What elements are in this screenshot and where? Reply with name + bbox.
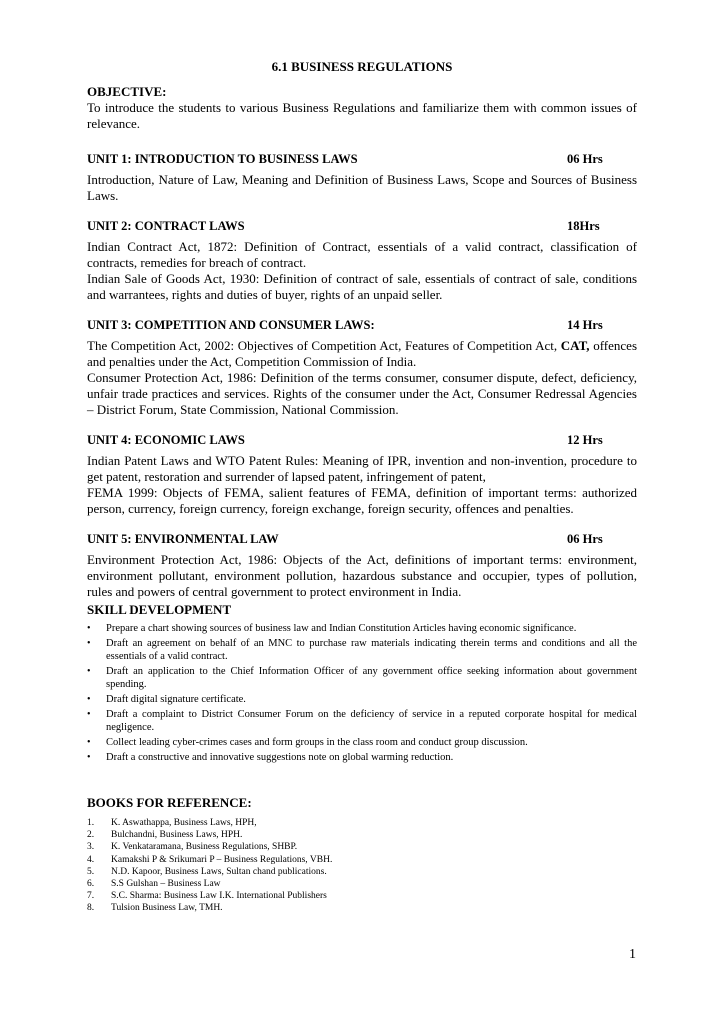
list-item [87,829,637,841]
book-title: N.D. Kapoor, Business Laws, Sultan chand publications. [111,866,327,877]
unit-1 [87,151,637,204]
list-item: • Draft digital signature certificate. [87,694,246,705]
unit-heading: UNIT 4: ECONOMIC LAWS [87,433,245,447]
skill-list [87,622,637,764]
objective-heading: OBJECTIVE: [87,84,167,99]
unit-heading: UNIT 2: CONTRACT LAWS [87,219,245,233]
list-item [87,890,637,902]
skill-development-section [87,602,637,766]
unit-paragraph: Consumer Protection Act, 1986: Definition of the terms consumer, consumer dispute, defect, deficiency, unfair trade practices and services. Rights of the consumer under the Act, Consumer Redressal Agencies – District Forum, State Commission, National Commission. [87,370,637,417]
bullet-icon: • [87,709,91,720]
unit-4 [87,432,637,517]
bullet-icon: • [87,737,91,748]
unit-paragraph: FEMA 1999: Objects of FEMA, salient features of FEMA, definition of important terms: authorized person, currency, foreign currency, foreign exchange, foreign security, offences and penalties. [87,485,637,516]
bold-term: CAT, [560,338,590,353]
bullet-icon: • [87,623,91,634]
bullet-icon: • [87,666,91,677]
list-item: • Draft a constructive and innovative suggestions note on global warming reduction. [87,752,454,763]
units-section [87,151,637,614]
unit-hours: 12 Hrs [567,433,603,447]
list-number: 2. [87,830,95,841]
unit-hours: 18Hrs [567,219,600,233]
page-number: 1 [629,947,636,962]
list-number: 8. [87,903,95,914]
objective-text: To introduce the students to various Business Regulations and familiarize them with common issues of relevance. [87,100,637,131]
list-number: 3. [87,842,95,853]
book-title: S.S Gulshan – Business Law [111,879,221,890]
book-title: Tulsion Business Law, TMH. [111,903,223,914]
list-item: • Draft a complaint to District Consumer Forum on the deficiency of service in a reputed corporate hospital for medical negligence. [87,709,637,733]
bullet-icon: • [87,638,91,649]
unit-paragraph: Environment Protection Act, 1986: Objects of the Act, definitions of important terms: environment, environment pollutant, environment pollution, hazardous substance and occupier, types of pollution, rules and powers of central government to protect environment in India. [87,552,637,599]
skill-development-heading: SKILL DEVELOPMENT [87,602,232,617]
list-number: 7. [87,891,95,902]
list-item [87,866,637,878]
list-item: • Draft an agreement on behalf of an MNC to purchase raw materials indicating therein terms and conditions and all the essentials of a valid contract. [87,638,637,662]
book-title: Kamakshi P & Srikumari P – Business Regulations, VBH. [111,854,333,865]
unit-hours: 14 Hrs [567,318,603,332]
book-title: S.C. Sharma: Business Law I.K. International Publishers [111,891,327,902]
document-title: 6.1 BUSINESS REGULATIONS [271,59,453,74]
unit-paragraph: Introduction, Nature of Law, Meaning and Definition of Business Laws, Scope and Sources of Business Laws. [87,172,637,203]
list-number: 1. [87,818,95,828]
list-item [87,841,637,853]
unit-paragraph: Indian Patent Laws and WTO Patent Rules: Meaning of IPR, invention and non-invention, procedure to get patent, restoration and surrender of lapsed patent, infringement of patent, [87,453,637,484]
list-item [87,854,637,866]
list-number: 4. [87,854,95,865]
list-item [87,817,637,829]
unit-hours: 06 Hrs [567,152,603,166]
unit-paragraph: The Competition Act, 2002: Objectives of Competition Act, Features of Competition Act, CAT, offences and penalties under the Act, Competition Commission of India. [87,338,638,369]
list-number: 5. [87,866,95,877]
unit-heading: UNIT 1: INTRODUCTION TO BUSINESS LAWS [87,152,358,166]
bullet-icon: • [87,752,91,763]
list-item [87,902,637,914]
books-list [87,817,637,915]
unit-5 [87,531,637,600]
list-item: • Draft an application to the Chief Information Officer of any government office seeking information about government spending. [87,666,637,690]
list-item: • Prepare a chart showing sources of business law and Indian Constitution Articles having economic significance. [87,623,577,634]
unit-2 [87,218,637,303]
unit-heading: UNIT 3: COMPETITION AND CONSUMER LAWS: [87,318,375,332]
book-title: K. Aswathappa, Business Laws, HPH, [111,818,257,828]
unit-paragraph: Indian Contract Act, 1872: Definition of Contract, essentials of a valid contract, classification of contracts, remedies for breach of contract. [87,239,637,270]
unit-3 [87,317,637,418]
unit-heading: UNIT 5: ENVIRONMENTAL LAW [87,532,279,546]
list-number: 6. [87,879,95,890]
objective-section [87,84,637,132]
bullet-icon: • [87,694,91,705]
unit-paragraph: Indian Sale of Goods Act, 1930: Definition of contract of sale, essentials of contract of sale, conditions and warrantees, rights and duties of buyer, rights of an unpaid seller. [87,271,637,302]
list-item [87,878,637,890]
book-title: K. Venkataramana, Business Regulations, SHBP. [111,842,298,853]
book-title: Bulchandni, Business Laws, HPH. [111,830,243,841]
list-item: • Collect leading cyber-crimes cases and form groups in the class room and conduct group discussion. [87,737,528,748]
books-section [87,795,637,915]
unit-hours: 06 Hrs [567,532,603,546]
books-heading: BOOKS FOR REFERENCE: [87,795,252,810]
